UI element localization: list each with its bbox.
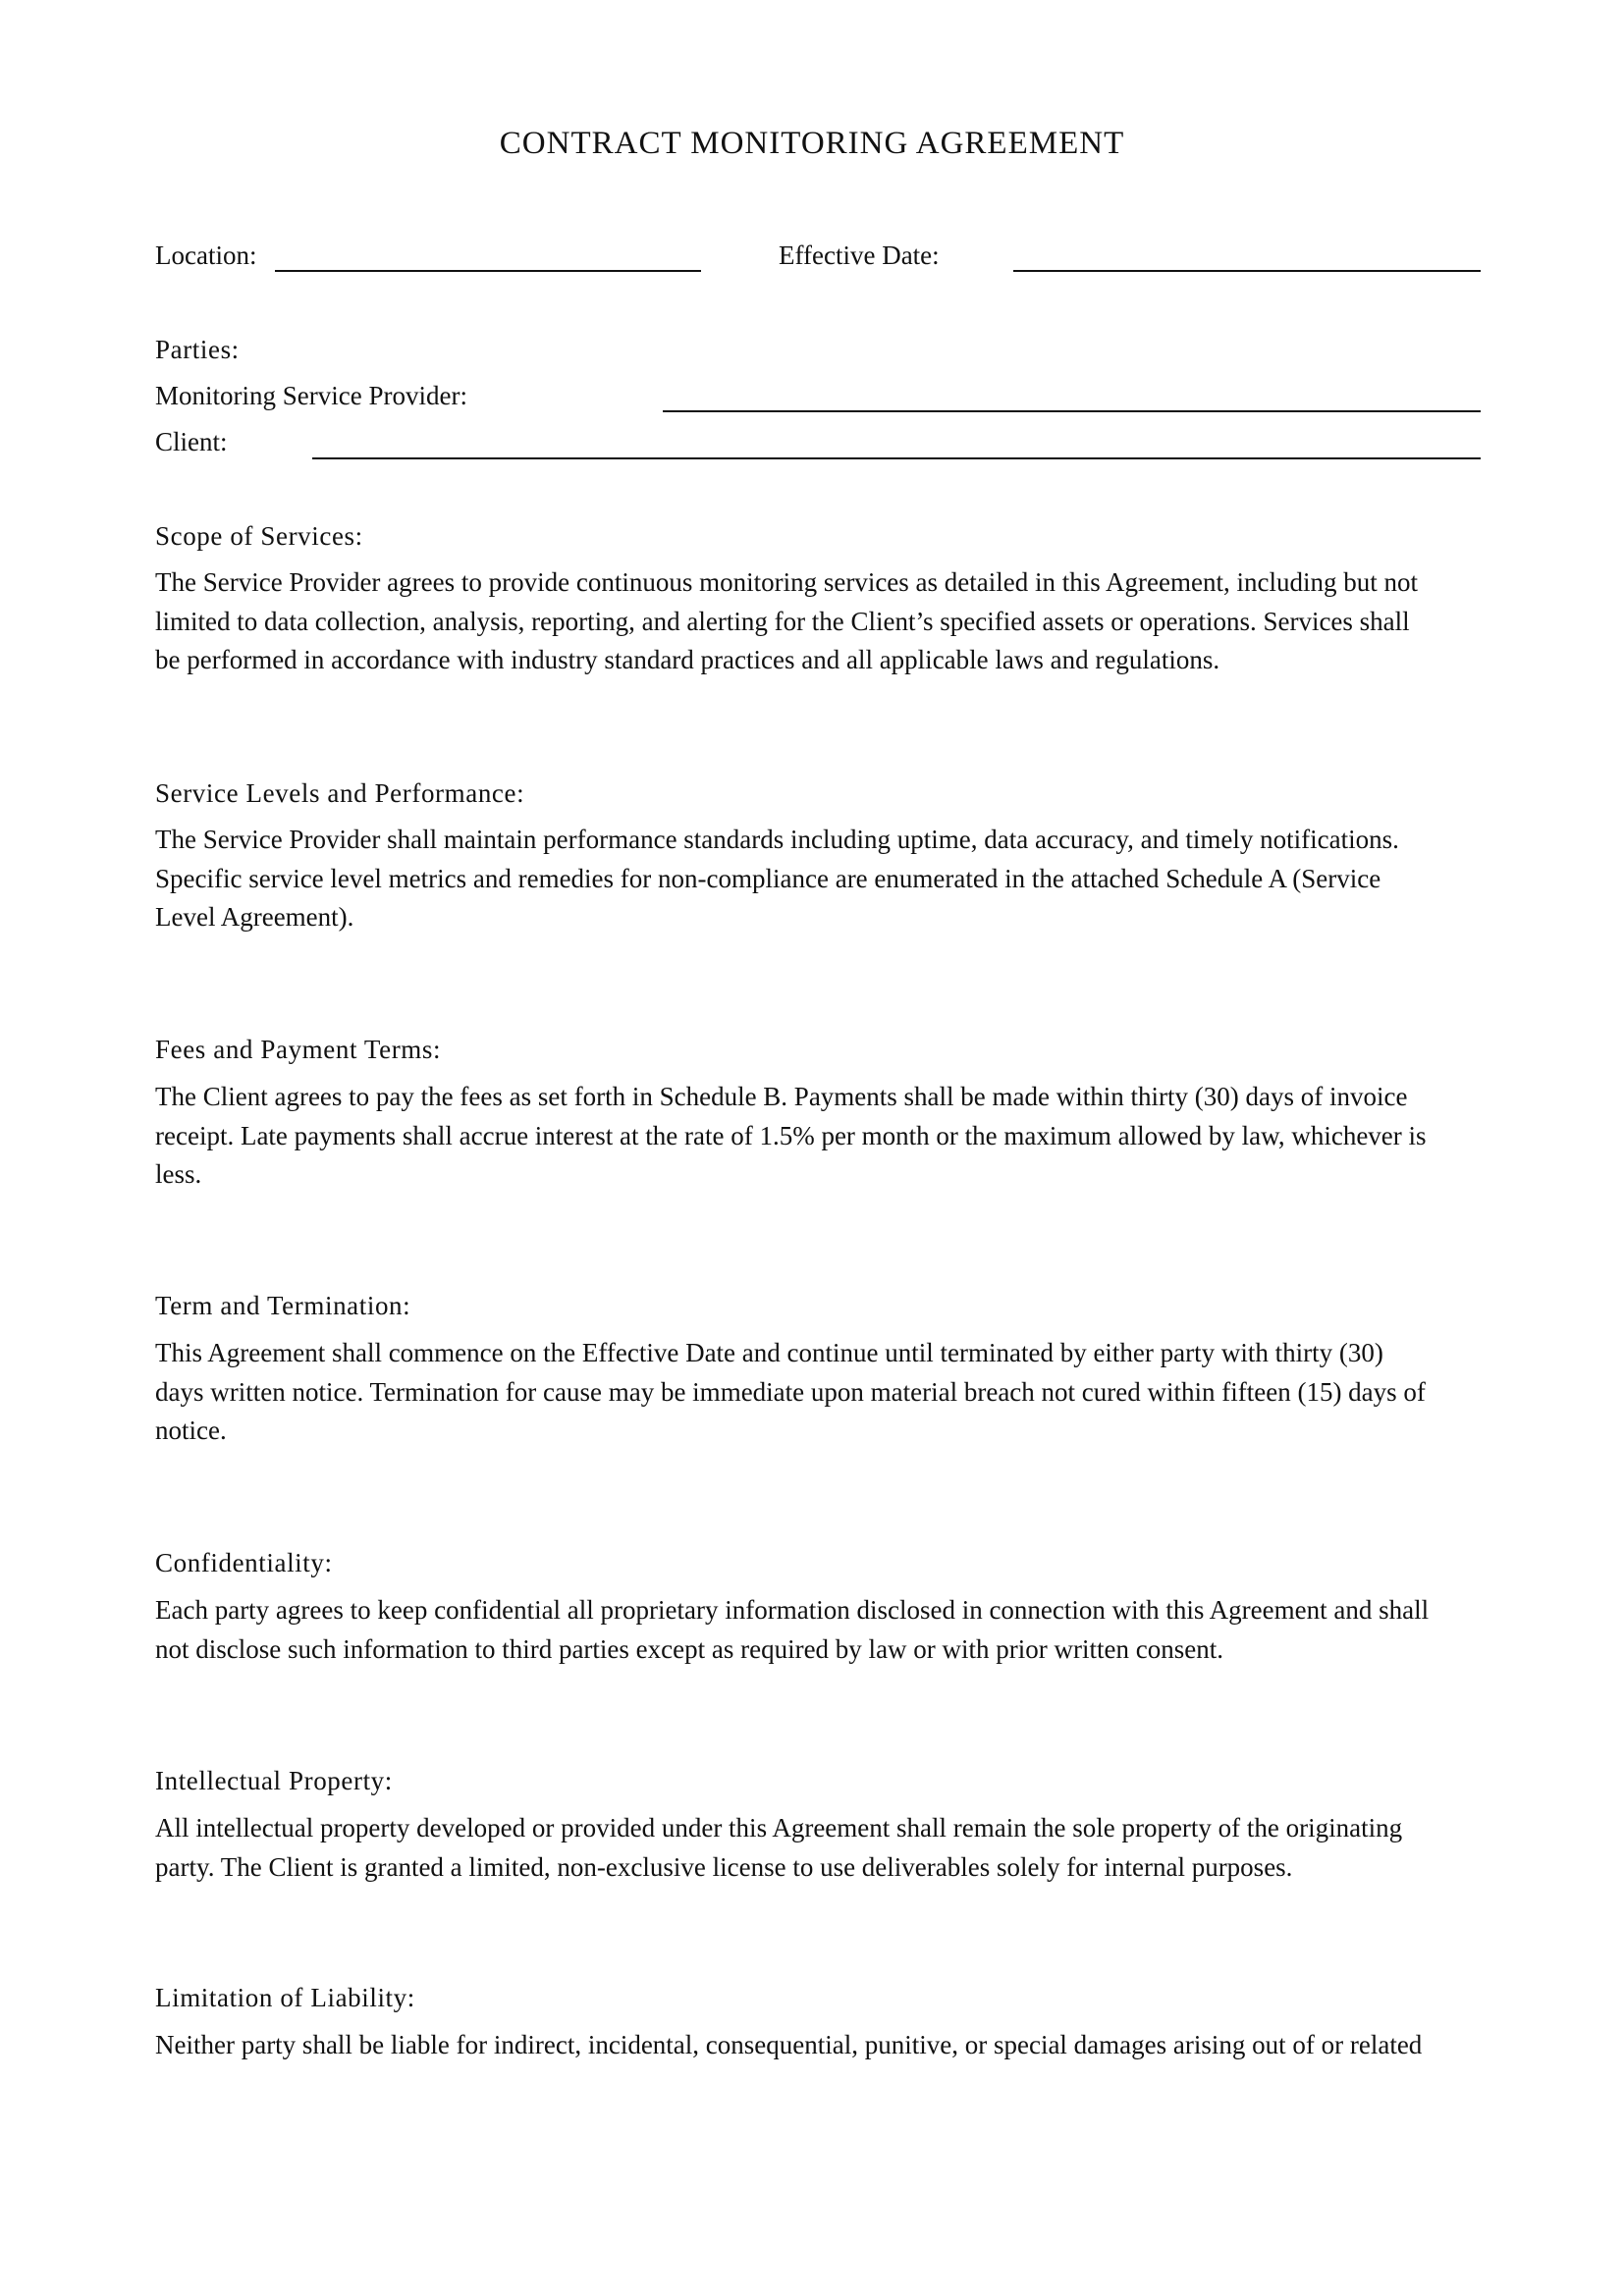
paragraph-line: Neither party shall be liable for indirect, incidental, consequential, punitive, or special damages arising out of or related: [155, 2030, 1423, 2059]
section-body-confidentiality: [155, 1591, 1483, 1669]
provider-label: Monitoring Service Provider:: [155, 381, 467, 410]
paragraph-line: The Client agrees to pay the fees as set forth in Schedule B. Payments shall be made within thirty (30) days of invoice: [155, 1082, 1408, 1111]
paragraph-line: Level Agreement).: [155, 902, 354, 933]
effective-date-label: Effective Date:: [779, 240, 940, 270]
section-heading-liability: Limitation of Liability:: [155, 1983, 415, 2012]
section-heading-service-levels: Service Levels and Performance:: [155, 778, 525, 808]
paragraph-line: party. The Client is granted a limited, non-exclusive license to use deliverables solely for internal purposes.: [155, 1851, 1293, 1882]
paragraph-line: receipt. Late payments shall accrue interest at the rate of 1.5% per month or the maximum allowed by law, whichever is: [155, 1120, 1427, 1150]
paragraph-line: The Service Provider shall maintain performance standards including uptime, data accuracy, and timely notifications.: [155, 825, 1399, 854]
paragraph-line: All intellectual property developed or provided under this Agreement shall remain the sole property of the originating: [155, 1813, 1403, 1842]
client-label: Client:: [155, 427, 228, 456]
provider-field[interactable]: [663, 410, 1481, 412]
paragraph-line: less.: [155, 1159, 202, 1190]
section-heading-scope: Scope of Services:: [155, 521, 363, 551]
paragraph-line: be performed in accordance with industry standard practices and all applicable laws and regulations.: [155, 645, 1220, 675]
paragraph-line: Specific service level metrics and remedies for non-compliance are enumerated in the attached Schedule A (Service: [155, 863, 1381, 893]
location-field[interactable]: [275, 270, 701, 272]
paragraph-line: days written notice. Termination for cause may be immediate upon material breach not cured within fifteen (15) days of: [155, 1376, 1426, 1407]
document-title: CONTRACT MONITORING AGREEMENT: [499, 126, 1125, 161]
section-body-scope: [155, 563, 1483, 680]
paragraph-line: limited to data collection, analysis, reporting, and alerting for the Client’s specified assets or operations. Services shall: [155, 606, 1410, 636]
section-body-term: [155, 1334, 1483, 1451]
effective-date-field[interactable]: [1013, 270, 1481, 272]
paragraph-line: The Service Provider agrees to provide continuous monitoring services as detailed in this Agreement, including but not: [155, 567, 1418, 597]
section-heading-confidentiality: Confidentiality:: [155, 1548, 333, 1577]
section-heading-ip: Intellectual Property:: [155, 1766, 393, 1795]
location-label: Location:: [155, 240, 257, 270]
paragraph-line: notice.: [155, 1415, 227, 1446]
client-field[interactable]: [312, 457, 1481, 459]
paragraph-line: This Agreement shall commence on the Effective Date and continue until terminated by either party with thirty (30): [155, 1338, 1383, 1367]
section-body-service-levels: [155, 821, 1483, 937]
section-body-liability: [155, 2026, 1483, 2065]
section-heading-term: Term and Termination:: [155, 1291, 411, 1320]
paragraph-line: not disclose such information to third parties except as required by law or with prior written consent.: [155, 1633, 1223, 1664]
paragraph-line: Each party agrees to keep confidential all proprietary information disclosed in connection with this Agreement and shall: [155, 1595, 1430, 1625]
section-body-fees: [155, 1078, 1483, 1195]
section-heading-fees: Fees and Payment Terms:: [155, 1035, 442, 1064]
parties-heading: Parties:: [155, 335, 240, 364]
section-body-ip: [155, 1809, 1483, 1887]
